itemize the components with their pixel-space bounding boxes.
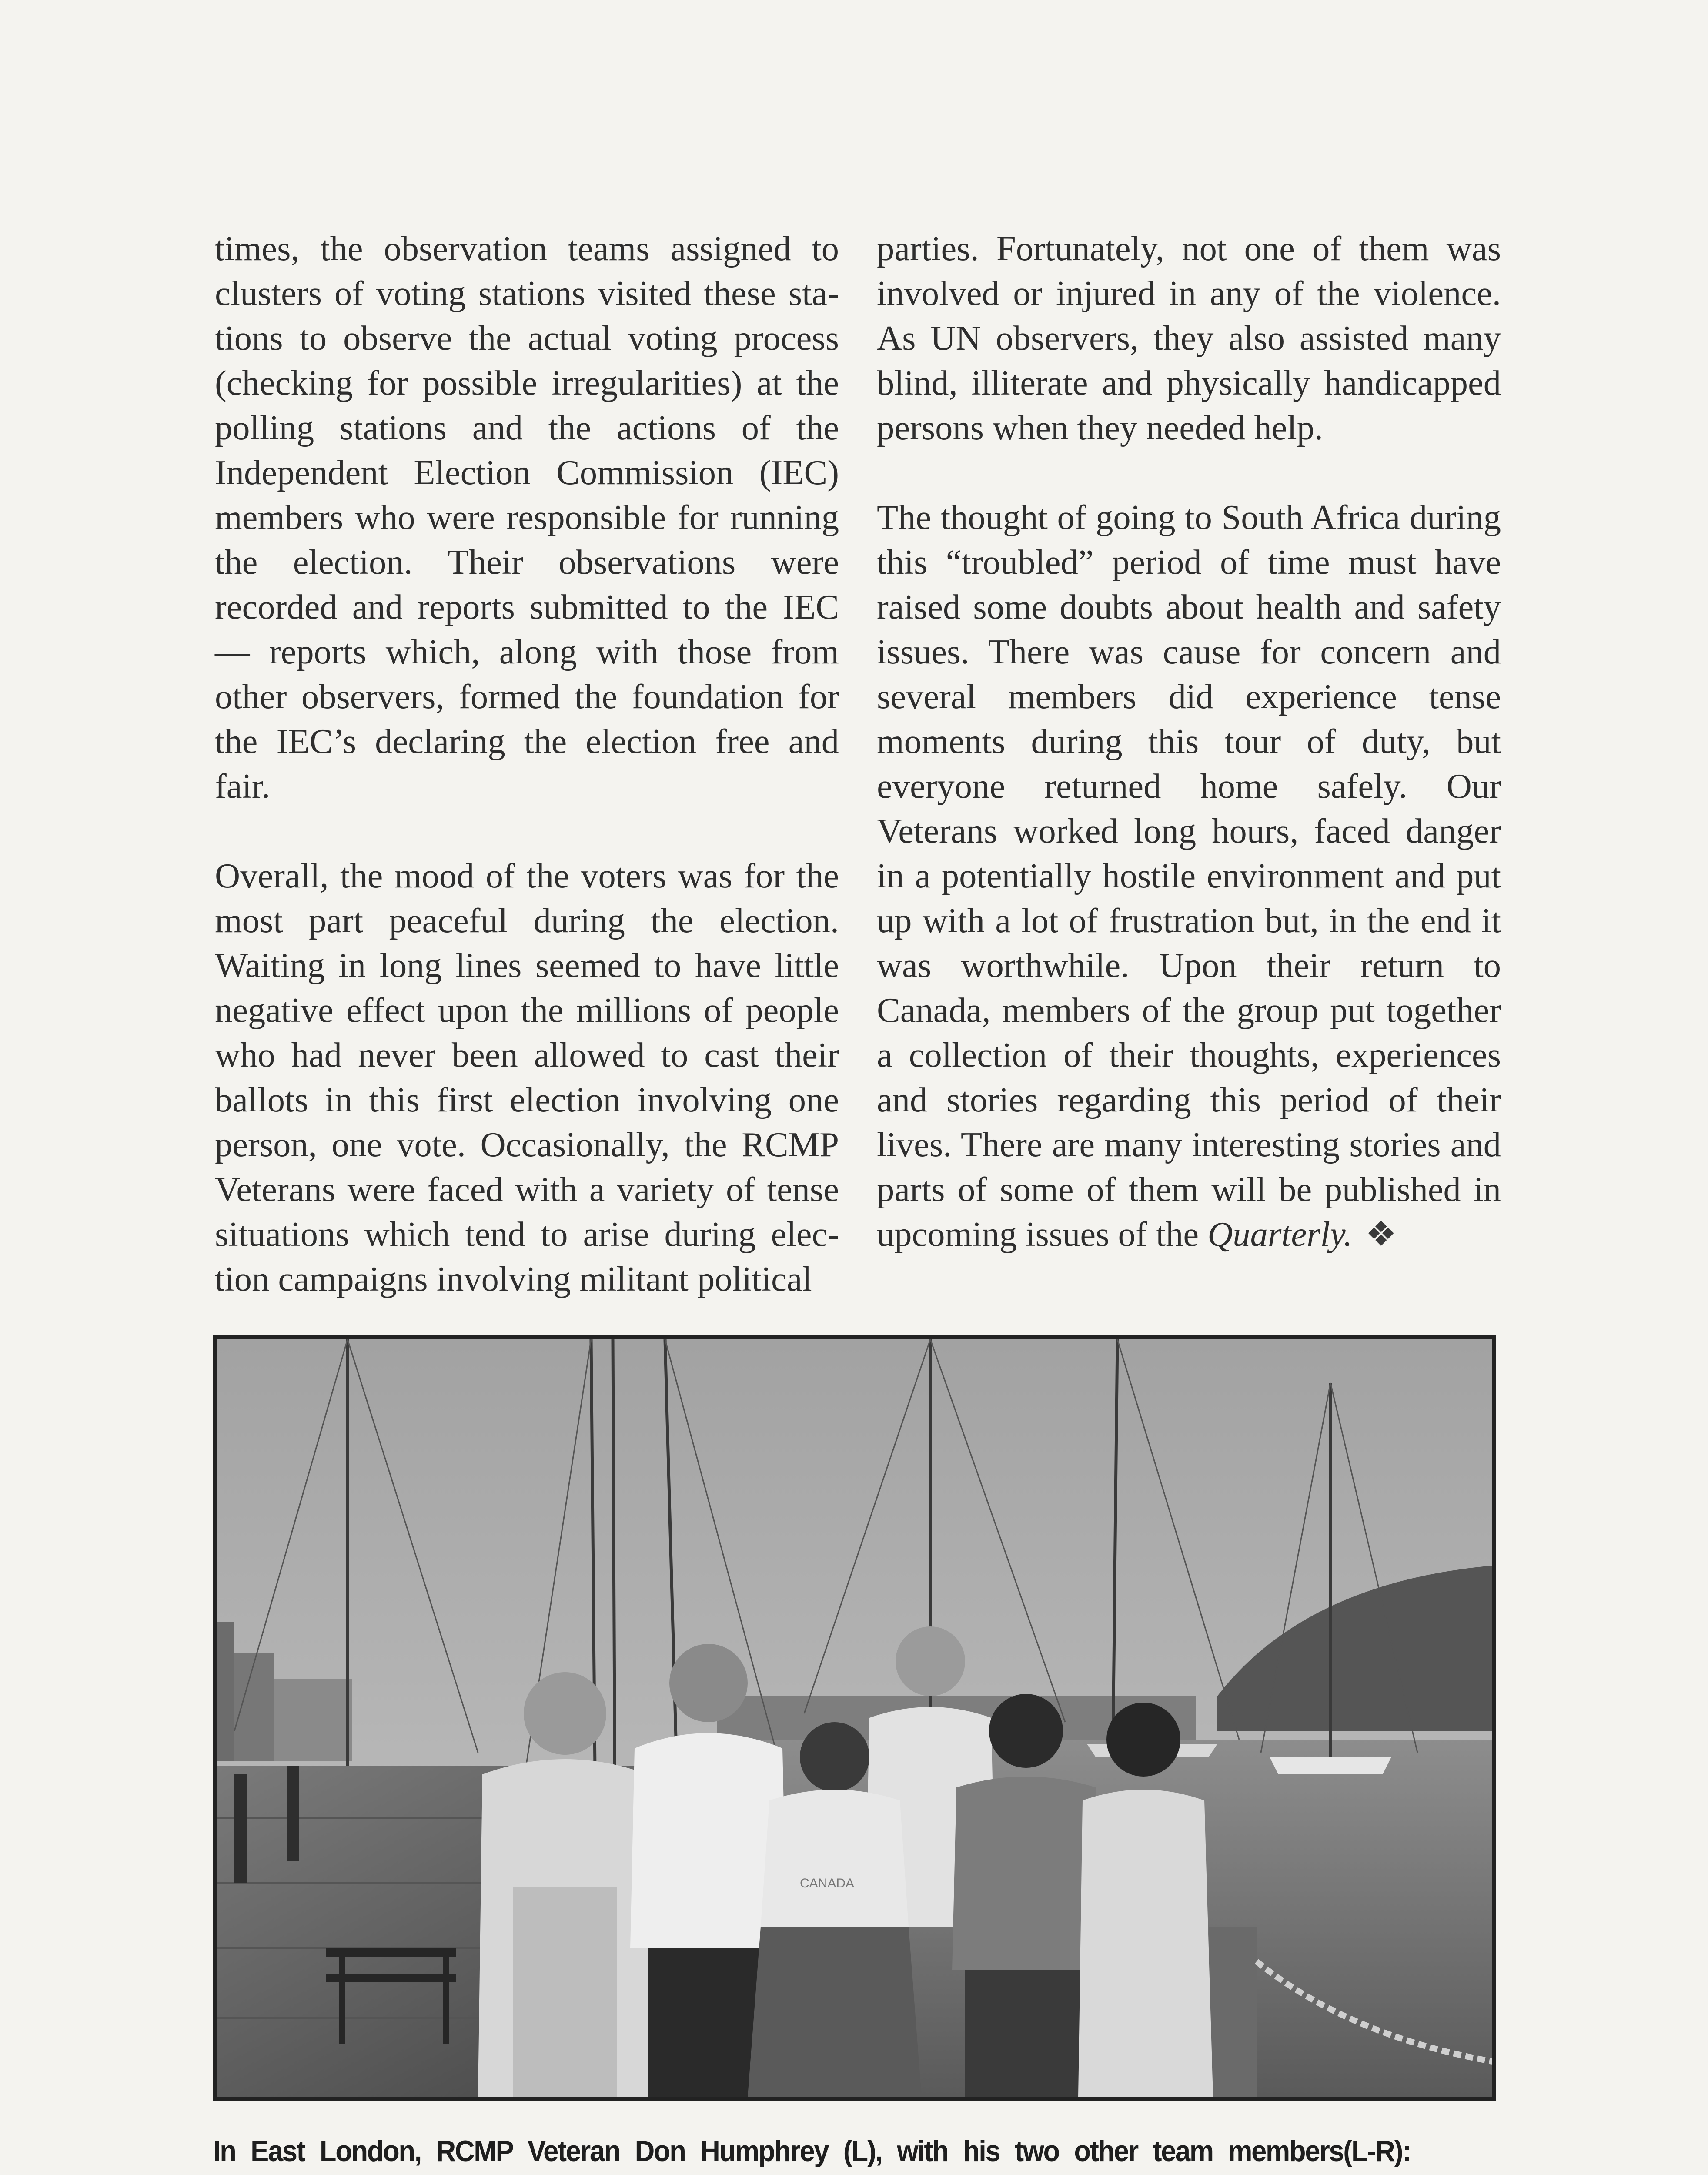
article-column-right bbox=[877, 226, 1501, 1257]
paragraph: parties. Fortunately, not one of them was involved or injured in any of the violence. As UN observers, they also assisted many blind, illiterate and physically handicapped persons when they needed help. bbox=[877, 229, 1501, 447]
magazine-name: Quarterly. bbox=[1207, 1215, 1353, 1254]
end-ornament-icon: ❖ bbox=[1365, 1215, 1397, 1254]
paragraph bbox=[877, 495, 1501, 1257]
paragraph: Overall, the mood of the voters was for the most part peaceful during the election. Waiting in long lines seemed to have little negative effect upon the millions of people who had never been allowed to cast their ballots in this first election involving one person, one vote. Occasionally, the RCMP Veterans were faced with a variety of tense situations which tend to arise during election campaigns involving militant political bbox=[215, 857, 839, 1298]
shirt-print: CANADA bbox=[800, 1876, 855, 1891]
group-photo bbox=[213, 1335, 1496, 2101]
article-column-left bbox=[215, 226, 839, 1302]
paragraph: times, the observation teams assigned to clusters of voting stations visited these stations to observe the actual voting process (checking for possible irregularities) at the polling stations and the actions of the Independent Election Commission (IEC) members who were responsible for running the election. Their observations were recorded and reports submitted to the IEC — reports which, along with those from other observers, formed the foundation for the IEC’s declaring the election free and fair. bbox=[215, 229, 839, 806]
photo-caption: In East London, RCMP Veteran Don Humphrey (L), with his two other team members(L-R): bbox=[213, 2135, 1411, 2168]
paragraph-text: The thought of going to South Africa during this “troubled” period of time must have raised some doubts about health and safety issues. There was cause for concern and several members did experience tense moments during this tour of duty, but everyone returned home safely. Our Veterans worked long hours, faced danger in a potentially hostile environment and put up with a lot of frustration but, in the end it was worthwhile. Upon their return to Canada, members of the group put together a collection of their thoughts, experiences and stories regarding this period of their lives. There are many interesting stories and parts of some of them will be published in upcoming issues of the bbox=[877, 498, 1501, 1254]
